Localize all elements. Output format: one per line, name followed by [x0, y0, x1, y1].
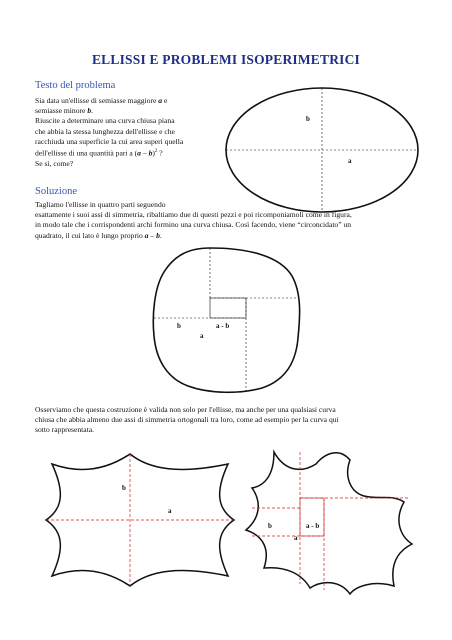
rearranged-figure — [150, 246, 306, 396]
solution-text: Tagliamo l'ellisse in quattro parti seguendo esattamente i suoi assi di simmetria, ribaltiamo due di questi pezzi e poi ricomponiamoli come in figura, in modo tale che i corrispondenti archi formino una curva chiusa. Così facendo, viene “circoncidato” un quadrato, il cui lato è lungo proprio a – b. — [35, 200, 352, 240]
rearranged-curve-label-amb: a - b — [306, 522, 320, 530]
rearranged-curve-label-a: a — [294, 534, 298, 542]
page-title: ELLISSI E PROBLEMI ISOPERIMETRICI — [91, 52, 361, 67]
symmetric-curve-figure — [40, 450, 240, 590]
rearranged-label-amb: a - b — [216, 322, 230, 330]
inner-square-2 — [300, 498, 324, 536]
observation-text: Osserviamo che questa costruzione è valida non solo per l'ellisse, ma anche per una qualsiasi curva chiusa che abbia almeno due assi di simmetria ortogonali tra loro, come ad esempio per la curva qui sotto rappresentata. — [35, 405, 339, 435]
section-heading-problem: Testo del problema — [35, 80, 116, 91]
ellipse-label-a: a — [348, 157, 352, 165]
problem-text: Sia data un'ellisse di semiasse maggiore a e semiasse minore b. Riuscite a determinare una curva chiusa piana che abbia la stessa lunghezza dell'ellisse e che racchiuda una superficie la cui area superi quella dell'ellisse di una quantità pari a (a – b)$^2$ ? Se sì, come? — [35, 96, 184, 168]
section-heading-solution: Soluzione — [35, 186, 77, 197]
ellipse-figure — [224, 86, 420, 214]
curve-label-b: b — [122, 484, 126, 492]
rearranged-curve-figure — [240, 440, 422, 596]
closed-curve — [153, 248, 299, 392]
ellipse-label-b: b — [306, 115, 310, 123]
rearranged-label-b: b — [177, 322, 181, 330]
rearranged-label-a: a — [200, 332, 204, 340]
curve-label-a: a — [168, 507, 172, 515]
rearranged-curve-label-b: b — [268, 522, 272, 530]
symmetric-curve — [46, 454, 234, 586]
inner-square — [210, 298, 246, 318]
